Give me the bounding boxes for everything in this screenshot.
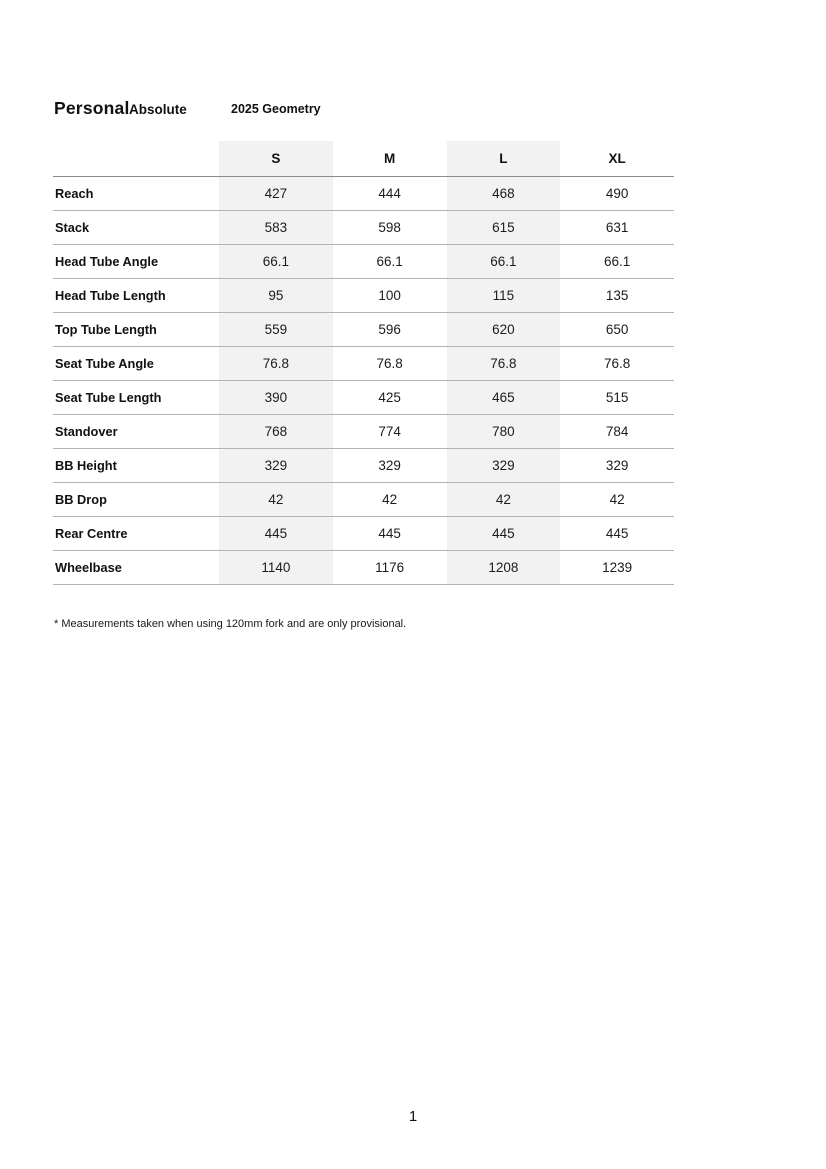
cell-value: 784	[605, 424, 629, 439]
row-label: Wheelbase	[55, 560, 122, 575]
cell-value: 66.1	[603, 254, 631, 269]
cell-value: 1208	[447, 551, 561, 584]
cell-value: 620	[447, 313, 561, 346]
cell-value: 650	[605, 322, 629, 337]
cell-value: 631	[605, 220, 629, 235]
row-label: Top Tube Length	[55, 322, 157, 337]
cell-value: 768	[219, 415, 333, 448]
cell-value: 444	[378, 186, 401, 201]
row-label: Head Tube Length	[55, 288, 166, 303]
cell-value: 66.1	[376, 254, 403, 269]
table-row	[53, 415, 674, 449]
row-label: Stack	[55, 220, 90, 235]
cell-value: 445	[378, 526, 401, 541]
cell-value: 598	[378, 220, 401, 235]
cell-value: 559	[219, 313, 333, 346]
page-subtitle: Absolute	[129, 102, 187, 117]
cell-value: 515	[605, 390, 629, 405]
cell-value: 329	[605, 458, 629, 473]
cell-value: 329	[219, 449, 333, 482]
cell-value: 445	[219, 517, 333, 550]
cell-value: 42	[219, 483, 333, 516]
cell-value: 774	[378, 424, 401, 439]
cell-value: 76.8	[603, 356, 631, 371]
row-label: Seat Tube Angle	[55, 356, 154, 371]
geometry-year-label: 2025 Geometry	[231, 102, 321, 116]
cell-value: 66.1	[219, 245, 333, 278]
row-label: Reach	[55, 186, 94, 201]
table-row	[53, 177, 674, 211]
page-number: 1	[408, 1108, 418, 1125]
column-header-l: L	[447, 141, 561, 176]
cell-value: 42	[382, 492, 398, 507]
cell-value: 1176	[375, 560, 405, 575]
cell-value: 615	[447, 211, 561, 244]
column-header-s: S	[219, 141, 333, 176]
table-row	[53, 381, 674, 415]
cell-value: 490	[605, 186, 629, 201]
cell-value: 425	[378, 390, 401, 405]
cell-value: 596	[378, 322, 401, 337]
cell-value: 329	[378, 458, 401, 473]
table-row	[53, 347, 674, 381]
cell-value: 76.8	[219, 347, 333, 380]
cell-value: 1239	[602, 560, 633, 575]
footnote: * Measurements taken when using 120mm fork and are only provisional.	[54, 618, 407, 630]
row-label: Seat Tube Length	[55, 390, 162, 405]
cell-value: 390	[219, 381, 333, 414]
table-row	[53, 551, 674, 585]
cell-value: 465	[447, 381, 561, 414]
table-row	[53, 245, 674, 279]
row-label: BB Height	[55, 458, 117, 473]
cell-value: 42	[609, 492, 625, 507]
table-row	[53, 211, 674, 245]
cell-value: 583	[219, 211, 333, 244]
row-label: BB Drop	[55, 492, 107, 507]
cell-value: 329	[447, 449, 561, 482]
cell-value: 427	[219, 177, 333, 210]
table-row	[53, 279, 674, 313]
cell-value: 445	[447, 517, 561, 550]
table-header-row	[53, 141, 674, 177]
table-row	[53, 313, 674, 347]
column-header-m: M	[384, 151, 396, 166]
cell-value: 1140	[219, 551, 333, 584]
cell-value: 100	[378, 288, 401, 303]
cell-value: 780	[447, 415, 561, 448]
document-header	[0, 96, 826, 126]
cell-value: 42	[447, 483, 561, 516]
row-label: Head Tube Angle	[55, 254, 159, 269]
cell-value: 76.8	[376, 356, 403, 371]
cell-value: 115	[447, 279, 561, 312]
geometry-table-body	[53, 177, 674, 585]
cell-value: 76.8	[447, 347, 561, 380]
table-row	[53, 483, 674, 517]
cell-value: 468	[447, 177, 561, 210]
table-row	[53, 517, 674, 551]
cell-value: 135	[605, 288, 629, 303]
cell-value: 95	[219, 279, 333, 312]
row-label: Rear Centre	[55, 526, 128, 541]
page-title: Personal	[54, 98, 130, 118]
table-row	[53, 449, 674, 483]
row-label: Standover	[55, 424, 118, 439]
cell-value: 66.1	[447, 245, 561, 278]
header-spacer-cell	[53, 141, 219, 176]
geometry-table	[53, 141, 674, 585]
cell-value: 445	[605, 526, 629, 541]
column-header-xl: XL	[608, 151, 626, 166]
